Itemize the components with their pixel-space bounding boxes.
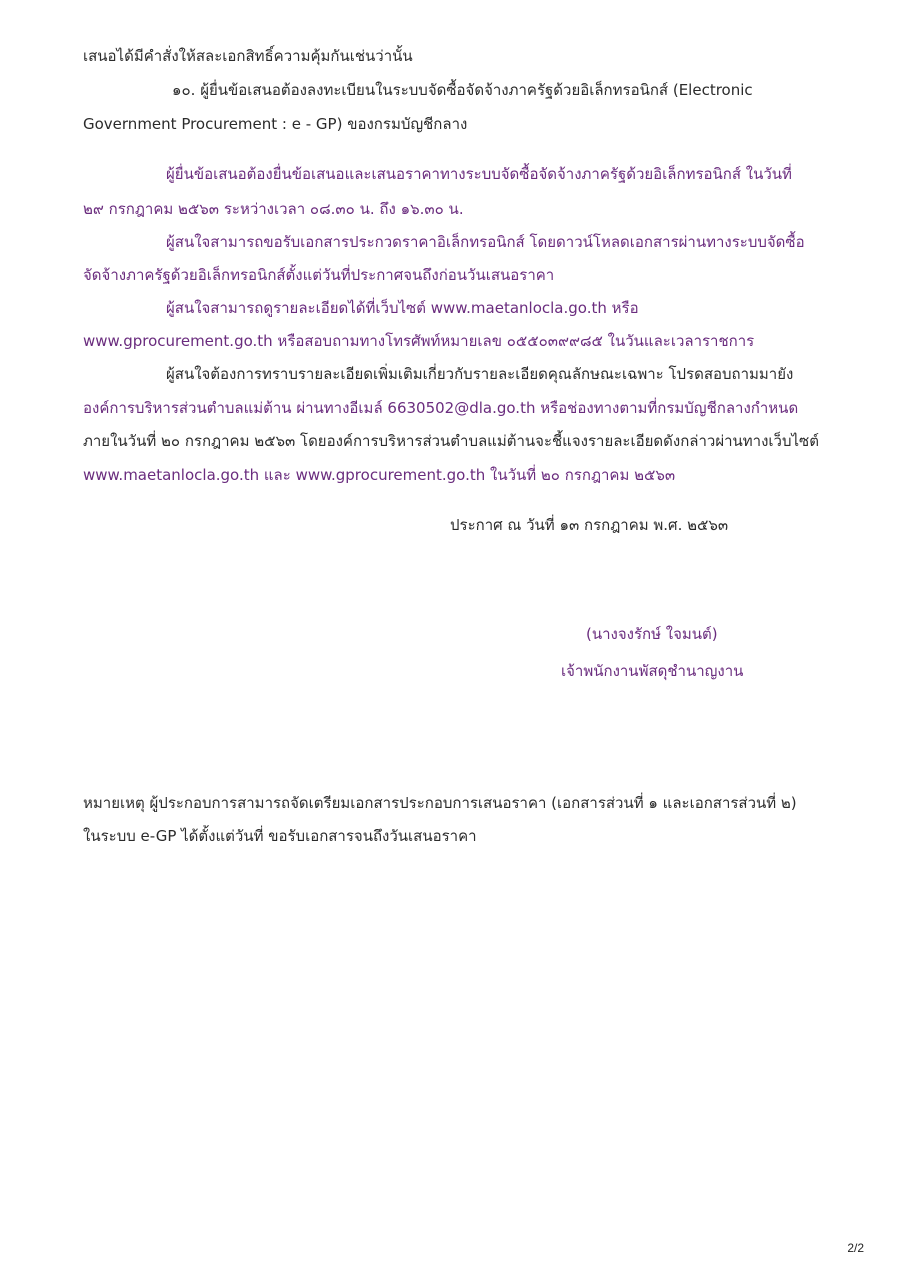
text-line: ภายในวันที่ ๒๐ กรกฎาคม ๒๕๖๓ โดยองค์การบริหารส่วนตำบลแม่ต้านจะชี้แจงรายละเอียดดังกล่าวผ่านทางเว็บไซต์ [83,432,819,450]
announcement-date: ประกาศ ณ วันที่ ๑๓ กรกฎาคม พ.ศ. ๒๕๖๓ [450,516,729,534]
document-download-paragraph: ผู้สนใจสามารถขอรับเอกสารประกวดราคาอิเล็กทรอนิกส์ โดยดาวน์โหลดเอกสารผ่านทางระบบจัดซื้อ [166,233,805,251]
inquiry-paragraph: ผู้สนใจต้องการทราบรายละเอียดเพิ่มเติมเกี่ยวกับรายละเอียดคุณลักษณะเฉพาะ โปรดสอบถามมายัง [166,365,794,383]
text-line: Government Procurement : e - GP) ของกรมบัญชีกลาง [83,115,468,133]
bid-submission-date: ๒๙ กรกฎาคม ๒๕๖๓ ระหว่างเวลา ๐๘.๓๐ น. ถึง ๑๖.๓๐ น. [83,200,464,218]
text-line: เสนอได้มีคำสั่งให้สละเอกสิทธิ์ความคุ้มกันเช่นว่านั้น [83,47,413,65]
contact-phone-line: www.gprocurement.go.th หรือสอบถามทางโทรศัพท์หมายเลข ๐๕๕๐๓๙๙๘๕ ในวันและเวลาราชการ [83,332,755,350]
text-line: จัดจ้างภาครัฐด้วยอิเล็กทรอนิกส์ตั้งแต่วันที่ประกาศจนถึงก่อนวันเสนอราคา [83,266,555,284]
remark-note: หมายเหตุ ผู้ประกอบการสามารถจัดเตรียมเอกสารประกอบการเสนอราคา (เอกสารส่วนที่ ๑ และเอกสารส่วนที่ ๒) [83,794,797,812]
signatory-position: เจ้าพนักงานพัสดุชำนาญงาน [561,662,744,680]
bid-submission-paragraph: ผู้ยื่นข้อเสนอต้องยื่นข้อเสนอและเสนอราคาทางระบบจัดซื้อจัดจ้างภาครัฐด้วยอิเล็กทรอนิกส์ ในวันที่ [166,165,792,183]
contact-email-line: องค์การบริหารส่วนตำบลแม่ต้าน ผ่านทางอีเมล์ 6630502@dla.go.th หรือช่องทางตามที่กรมบัญชีกลางกำหนด [83,399,799,417]
section-10-heading: ๑๐. ผู้ยื่นข้อเสนอต้องลงทะเบียนในระบบจัดซื้อจัดจ้างภาครัฐด้วยอิเล็กทรอนิกส์ (Electronic [172,81,753,99]
remark-note-continued: ในระบบ e-GP ได้ตั้งแต่วันที่ ขอรับเอกสารจนถึงวันเสนอราคา [83,827,477,845]
website-info-paragraph: ผู้สนใจสามารถดูรายละเอียดได้ที่เว็บไซต์ www.maetanlocla.go.th หรือ [166,299,639,317]
signatory-name: (นางจงรักษ์ ใจมนต์) [586,625,718,643]
clarification-date-line: www.maetanlocla.go.th และ www.gprocurement.go.th ในวันที่ ๒๐ กรกฎาคม ๒๕๖๓ [83,466,676,484]
page-number: 2/2 [847,1241,864,1255]
